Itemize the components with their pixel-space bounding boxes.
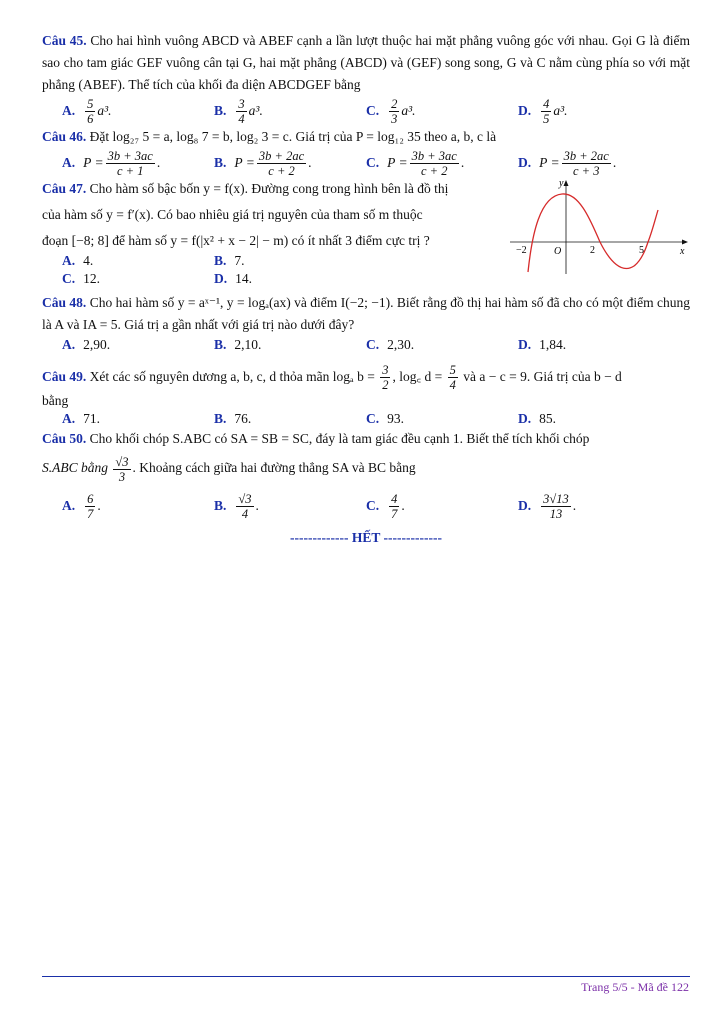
question-49: Câu 49. Xét các số nguyên dương a, b, c, d thỏa mãn logₐ b = $\frac{3}{2}$ , log꜀ d = $\frac{5}{4}$ và a − c = 9. Giá trị của b − d [42,363,622,393]
page-footer: Trang 5/5 - Mã đề 122 [581,980,689,994]
options-50 [42,486,690,526]
options-47-row1 [42,252,510,270]
question-number: Câu 47. [42,181,87,196]
question-number: Câu 49. [42,369,87,384]
question-47 [42,178,690,288]
origin-label: O [554,246,562,257]
exam-page [42,30,690,546]
question-48 [42,292,690,336]
x-axis-label: x [680,246,685,257]
question-text: Xét các số nguyên dương a, b, c, d thỏa mãn logₐ b = [89,369,375,384]
option-d: D. $\frac{4}{5}$ a³. [518,96,568,126]
question-number: Câu 46. [42,129,87,144]
option-c: C. 93. [366,411,404,427]
option-a: A. P = $\frac{3b + 3ac}{c + 1}$ . [62,148,161,178]
option-a: A. 71. [62,411,100,427]
y-axis-label: y [559,178,564,189]
footer-divider [42,976,690,977]
question-text: Cho hai hàm số y = aˣ⁻¹, y = logₐ(ax) và điểm I(−2; −1). Biết rằng đồ thị hai hàm số đã cho có một điểm chung là A và IA = 5. Giá trị a gần nhất với giá trị nào dưới đây? [42,295,690,332]
options-49 [42,410,690,428]
option-d: D. $\frac{3√13}{13}$ . [518,491,577,521]
question-text: Đặt log₂₇ 5 = a, log₈ 7 = b, log₂ 3 = c. Giá trị của P = log₁₂ 35 theo a, b, c là [89,129,497,144]
option-b: B. $\frac{√3}{4}$ . [214,491,259,521]
option-a: A. 2,90. [62,337,111,352]
option-a: A. 4. [62,253,94,268]
options-47-row2 [42,270,510,288]
question-text: Cho hàm số bậc bốn y = f(x). Đường cong trong hình bên là đồ thị [89,181,449,196]
option-b: B. $\frac{3}{4}$ a³. [214,96,263,126]
question-text-2: của hàm số y = f′(x). Có bao nhiêu giá trị nguyên của tham số m thuộc [42,207,423,222]
question-text-3: đoạn [−8; 8] để hàm số y = f(|x² + x − 2| − m) có ít nhất 3 điểm cực trị ? [42,233,430,248]
tick-label-5: 5 [639,245,644,256]
question-text: Cho khối chóp S.ABC có SA = SB = SC, đáy là tam giác đều cạnh 1. Biết thể tích khối chóp [89,431,590,447]
options-45 [42,96,690,126]
option-c: C. $\frac{2}{3}$ a³. [366,96,416,126]
derivative-curve [528,194,658,272]
option-d: D. P = $\frac{3b + 2ac}{c + 3}$ . [518,148,617,178]
question-text: Cho hai hình vuông ABCD và ABEF cạnh a lần lượt thuộc hai mặt phẳng vuông góc với nhau. Gọi G là điểm sao cho tam giác GEF vuông cân tại G, hai mặt phẳng (ABCD) và (GEF) song song, G và C nằm cùng phía so với mặt phẳng (ABEF). Thể tích của khối đa diện ABCDGEF bằng [42,33,691,92]
question-number: Câu 45. [42,33,87,48]
option-a: A. $\frac{5}{6}$ a³. [62,96,112,126]
option-b: B. 76. [214,411,252,427]
question-number: Câu 50. [42,431,87,447]
derivative-graph [510,174,692,274]
question-50 [42,428,690,450]
option-d: D. 85. [518,411,556,427]
question-number: Câu 48. [42,295,87,310]
x-axis-arrow [682,240,688,245]
option-c: C. P = $\frac{3b + 3ac}{c + 2}$ . [366,148,465,178]
option-b: B. 2,10. [214,337,262,352]
option-b: B. P = $\frac{3b + 2ac}{c + 2}$ . [214,148,312,178]
y-axis-arrow [564,180,569,186]
option-c: C. $\frac{4}{7}$ . [366,491,405,521]
option-b: B. 7. [214,253,245,268]
option-d: D. 14. [214,271,252,286]
option-d: D. 1,84. [518,337,567,352]
option-c: C. 12. [62,271,100,286]
option-c: C. 2,30. [366,337,415,352]
question-45 [42,30,690,96]
question-50-line2: S.ABC bằng $\frac{√3}{3}$ . Khoảng cách giữa hai đường thẳng SA và BC bằng [42,454,416,484]
option-a: A. $\frac{6}{7}$ . [62,491,101,521]
end-marker: ------------- HẾT ------------- [290,530,442,546]
question-46 [42,126,690,148]
tick-label-neg2: −2 [516,245,527,256]
question-text-2: bằng [42,393,69,409]
options-48 [42,336,690,354]
tick-label-2: 2 [590,245,595,256]
